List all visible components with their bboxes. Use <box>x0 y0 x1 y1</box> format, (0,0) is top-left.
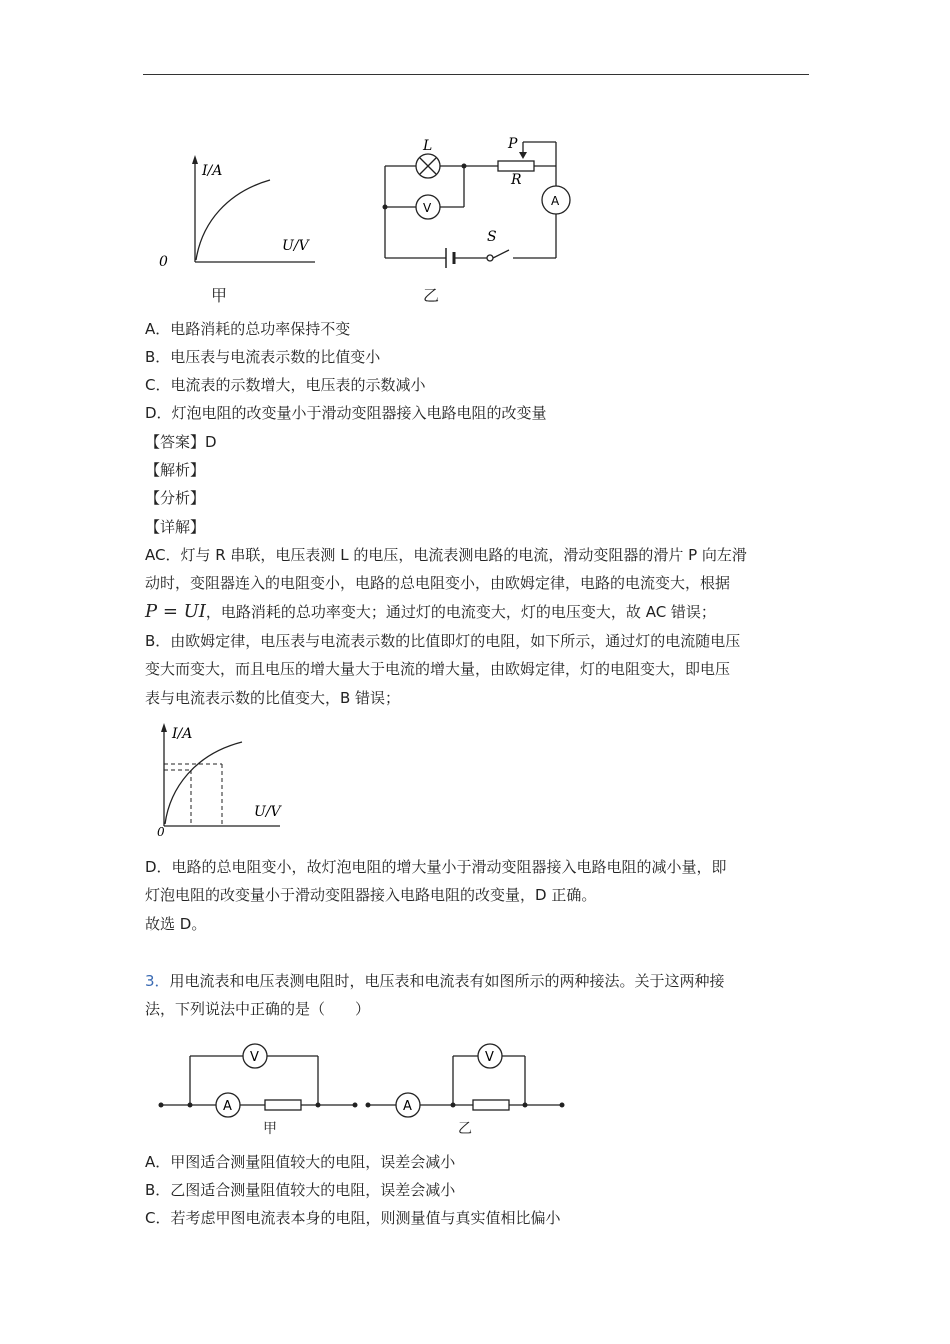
graph-origin: 0 <box>159 254 168 270</box>
ac-line-1: AC．灯与 R 串联，电压表测 L 的电压，电流表测电路的电流，滑动变阻器的滑片 P 向左滑 <box>145 546 747 564</box>
b-line-1: B．由欧姆定律，电压表与电流表示数的比值即灯的电阻，如下所示，通过灯的电流随电压 <box>145 632 741 650</box>
voltmeter-label: V <box>423 201 432 215</box>
b-line-2: 变大而变大，而且电压的增大量大于电流的增大量，由欧姆定律，灯的电阻变大，即电压 <box>145 660 731 678</box>
iu-graph-detail <box>150 718 290 838</box>
q3-option-c: C．若考虑甲图电流表本身的电阻，则测量值与真实值相比偏小 <box>145 1209 561 1227</box>
circuit-yi <box>375 130 585 275</box>
graph2-y-label: I/A <box>172 726 193 742</box>
ac-line-3-text: ，电路消耗的总功率变大；通过灯的电流变大，灯的电压变大，故 AC 错误； <box>205 603 716 621</box>
switch-label: S <box>487 229 497 245</box>
power-formula: P = UI <box>145 601 206 622</box>
ammeter-label: A <box>551 194 560 208</box>
q3-circuits <box>155 1040 575 1125</box>
caption-yi: 乙 <box>423 286 440 305</box>
q3-number: 3． <box>145 972 170 990</box>
q3-option-a: A．甲图适合测量阻值较大的电阻，误差会减小 <box>145 1153 456 1171</box>
answer: 【答案】D <box>145 433 217 451</box>
analysis-heading: 【解析】 <box>145 461 206 479</box>
q3-caption-yi: 乙 <box>458 1121 472 1137</box>
iu-graph-jia <box>150 150 330 275</box>
d-line-1: D．电路的总电阻变小，故灯泡电阻的增大量小于滑动变阻器接入电路电阻的减小量，即 <box>145 858 727 876</box>
header-rule <box>143 74 809 75</box>
ac-line-2: 动时，变阻器连入的电阻变小，电路的总电阻变小，由欧姆定律，电路的电流变大，根据 <box>145 574 731 592</box>
option-a: A．电路消耗的总功率保持不变 <box>145 320 351 338</box>
graph2-x-label: U/V <box>254 804 281 820</box>
q3-stem-text: 用电流表和电压表测电阻时，电压表和电流表有如图所示的两种接法。关于这两种接 <box>169 972 725 990</box>
conclusion: 故选 D。 <box>145 915 207 933</box>
q3-voltmeter-yi-label: V <box>485 1050 494 1065</box>
option-c: C．电流表的示数增大，电压表的示数减小 <box>145 376 426 394</box>
lamp-label: L <box>423 138 433 154</box>
q3-ammeter-yi-label: A <box>403 1099 412 1114</box>
q3-caption-jia: 甲 <box>263 1121 277 1137</box>
option-d: D．灯泡电阻的改变量小于滑动变阻器接入电路电阻的改变量 <box>145 404 547 422</box>
b-line-3: 表与电流表示数的比值变大，B 错误； <box>145 689 401 707</box>
caption-jia: 甲 <box>211 286 228 305</box>
q3-stem-line-1 <box>145 971 725 991</box>
rheostat-label: R <box>511 172 522 188</box>
detail-heading: 【详解】 <box>145 518 206 536</box>
q3-voltmeter-jia-label: V <box>250 1050 259 1065</box>
option-b: B．电压表与电流表示数的比值变小 <box>145 348 381 366</box>
ac-line-3 <box>145 602 716 622</box>
q3-ammeter-jia-label: A <box>223 1099 232 1114</box>
q3-stem-line-2: 法，下列说法中正确的是（ ） <box>145 1000 371 1018</box>
graph-x-label: U/V <box>282 238 309 254</box>
slider-label: P <box>508 136 518 152</box>
d-line-2: 灯泡电阻的改变量小于滑动变阻器接入电路电阻的改变量，D 正确。 <box>145 886 597 904</box>
graph-y-label: I/A <box>202 163 223 179</box>
q3-option-b: B．乙图适合测量阻值较大的电阻，误差会减小 <box>145 1181 456 1199</box>
graph2-origin: 0 <box>157 825 165 838</box>
fenxi-heading: 【分析】 <box>145 489 206 507</box>
